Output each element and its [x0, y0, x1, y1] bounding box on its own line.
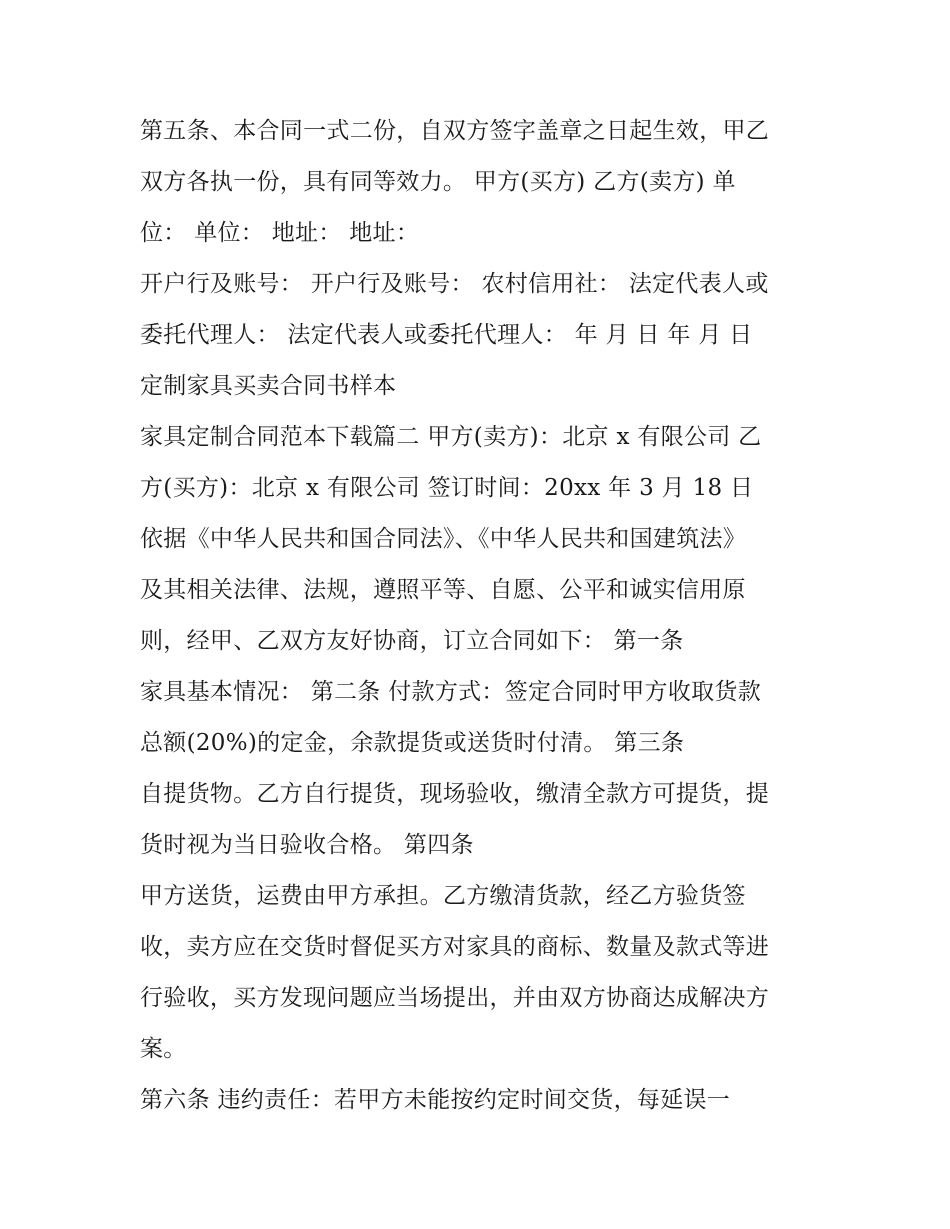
text-line: 方(买方)：北京 x 有限公司 签订时间：20xx 年 3 月 18 日: [140, 475, 754, 501]
text-line: 则，经甲、乙双方友好协商，订立合同如下： 第一条: [140, 628, 684, 654]
text-line: 及其相关法律、法规，遵照平等、自愿、公平和诚实信用原: [140, 577, 746, 603]
text-line: 收，卖方应在交货时督促买方对家具的商标、数量及款式等进: [140, 934, 770, 960]
text-line: 依据《中华人民共和国合同法》、《中华人民共和国建筑法》: [140, 526, 747, 552]
text-line: 位： 单位： 地址： 地址：: [140, 220, 420, 246]
text-line: 自提货物。乙方自行提货，现场验收，缴清全款方可提货，提: [140, 781, 770, 807]
text-line: 开户行及账号： 开户行及账号： 农村信用社： 法定代表人或: [140, 271, 769, 297]
text-line: 货时视为当日验收合格。 第四条: [140, 832, 474, 858]
document-body: [140, 106, 820, 1126]
text-line: 案。: [140, 1036, 187, 1062]
text-line: 定制家具买卖合同书样本: [140, 373, 397, 399]
text-line: 总额(20%)的定金，余款提货或送货时付清。 第三条: [140, 730, 685, 756]
text-line: 第五条、本合同一式二份，自双方签字盖章之日起生效，甲乙: [140, 118, 770, 144]
text-line: 甲方送货，运费由甲方承担。乙方缴清货款，经乙方验货签: [140, 883, 746, 909]
text-line: 家具基本情况： 第二条 付款方式：签定合同时甲方收取货款: [140, 679, 762, 705]
text-line: 第六条 违约责任：若甲方未能按约定时间交货，每延误一: [140, 1087, 731, 1113]
text-line: 委托代理人： 法定代表人或委托代理人： 年 月 日 年 月 日: [140, 322, 753, 348]
text-line: 双方各执一份，具有同等效力。 甲方(买方) 乙方(卖方) 单: [140, 169, 736, 195]
text-line: 家具定制合同范本下载篇二 甲方(卖方)：北京 x 有限公司 乙: [140, 424, 762, 450]
text-line: 行验收，买方发现问题应当场提出，并由双方协商达成解决方: [140, 985, 770, 1011]
